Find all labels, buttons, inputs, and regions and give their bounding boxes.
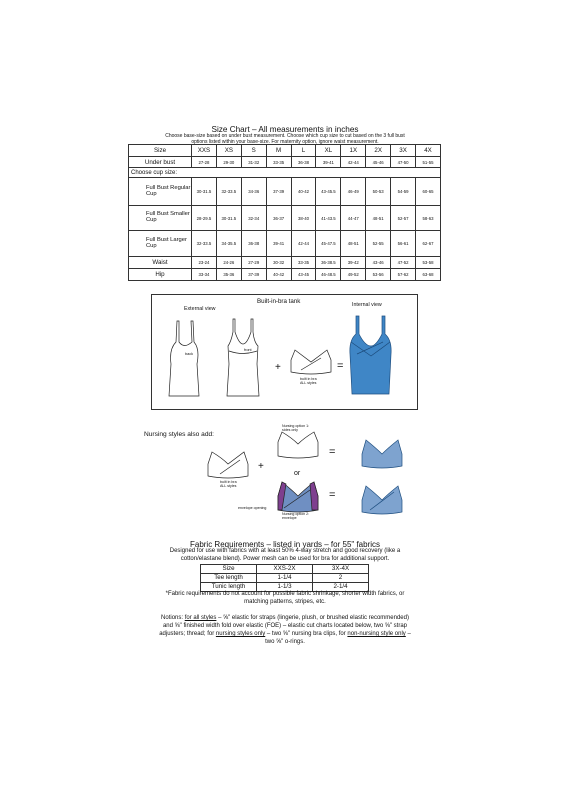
notions-line-2: and ⅝" finished width fold over elastic (FOE) – elastic cut charts located below, two ⅝" strap (162, 623, 408, 629)
table-cell: 42-44 (341, 157, 366, 168)
built-in-bra-drawing (291, 350, 331, 374)
table-cell: 53-56 (366, 269, 391, 281)
size-chart-table (128, 144, 441, 281)
built-in-bra-label-line: built in bra (300, 377, 317, 381)
size-header-cell: 2X (366, 145, 391, 157)
table-cell: 30-32 (266, 257, 291, 269)
fabric-footnote (0, 590, 570, 606)
equals-sign-3: = (329, 489, 336, 501)
table-cell: 57-62 (391, 269, 416, 281)
table-cell: 52-55 (366, 231, 391, 257)
table-cell: 44-47 (341, 206, 366, 231)
size-chart-title: Size Chart – All measurements in inches (211, 125, 359, 134)
cup-label-larger: Full Bust Larger Cup (129, 231, 192, 257)
table-cell: 62-67 (416, 231, 441, 257)
notions-text: – (405, 631, 411, 637)
table-cell: 43-46 (366, 257, 391, 269)
underbust-row (129, 157, 441, 168)
table-cell: Tee length (201, 574, 257, 583)
built-in-bra-label-2 (220, 480, 237, 488)
or-label: or (294, 470, 301, 477)
table-cell: 36-38 (241, 231, 266, 257)
table-cell: 63-68 (416, 269, 441, 281)
front-label: front (244, 348, 252, 352)
size-header-cell: 3X (391, 145, 416, 157)
hip-label: Hip (129, 269, 192, 281)
table-cell: 2 (313, 574, 369, 583)
cup-label-smaller: Full Bust Smaller Cup (129, 206, 192, 231)
notions-underlined-text: non-nursing style only (347, 631, 406, 637)
table-cell: 24-26 (216, 257, 241, 269)
front-tank-drawing (227, 319, 259, 396)
fabric-table (200, 564, 369, 592)
nursing-option-2-label (282, 512, 309, 520)
nursing-option-2-label-line: Nursing option 2: (282, 512, 310, 516)
table-cell: 36-38 (291, 157, 316, 168)
built-in-bra-label-1 (300, 377, 317, 385)
waist-label: Waist (129, 257, 192, 269)
table-cell: 39-41 (266, 231, 291, 257)
fabric-footnote-line: *Fabric requirements do not account for possible fabric shrinkage, shorter width fabrics, or (165, 591, 405, 597)
table-cell: 33-35 (291, 257, 316, 269)
notions-underlined-text: nursing styles only (215, 631, 266, 637)
table-cell: 1-1/3 (257, 583, 313, 592)
table-cell: 50-53 (366, 178, 391, 206)
external-view-label: External view (184, 306, 216, 312)
table-cell: 40-42 (291, 178, 316, 206)
table-cell: 34-36 (241, 178, 266, 206)
fabric-header-cell: Size (201, 565, 257, 574)
notions-text: adjusters; thread; for (159, 631, 216, 637)
fabric-header-row (201, 565, 369, 574)
table-cell: 49-52 (341, 269, 366, 281)
table-cell: Tunic length (201, 583, 257, 592)
table-cell: 23-24 (192, 257, 217, 269)
table-cell: 51-55 (416, 157, 441, 168)
equals-sign-2: = (329, 446, 336, 458)
table-cell: 39-42 (341, 257, 366, 269)
size-chart-subtitle-2: options listed within your base-size. For maternity option, ignore waist measurement. (191, 139, 379, 145)
table-cell: 43-45 (291, 269, 316, 281)
table-cell: 46-49 (341, 178, 366, 206)
waist-row (129, 257, 441, 269)
table-cell: 41-43.5 (316, 206, 341, 231)
table-cell: 39-41 (316, 157, 341, 168)
table-cell: 45-47.5 (316, 231, 341, 257)
fabric-header-cell: 3X-4X (313, 565, 369, 574)
table-cell: 32-34 (241, 206, 266, 231)
table-cell: 45-46 (366, 157, 391, 168)
size-header-cell: 4X (416, 145, 441, 157)
nursing-option-2-drawing (278, 482, 318, 512)
table-cell: 56-61 (391, 231, 416, 257)
fabric-header-cell: XXS-2X (257, 565, 313, 574)
size-header-row (129, 145, 441, 157)
equals-sign-1: = (337, 360, 344, 372)
table-cell: 34-35.5 (216, 231, 241, 257)
underbust-label: Under bust (129, 157, 192, 168)
size-header-cell: XXS (192, 145, 217, 157)
table-cell: 47-52 (391, 257, 416, 269)
table-cell: 54-59 (391, 178, 416, 206)
table-cell: 37-39 (241, 269, 266, 281)
choose-cup-row (129, 168, 441, 178)
table-cell: 32-33.5 (192, 231, 217, 257)
table-cell: 2-1/4 (313, 583, 369, 592)
internal-tank-drawing (350, 316, 391, 394)
table-cell: 52-57 (391, 206, 416, 231)
table-cell: 1-1/4 (257, 574, 313, 583)
result-bra-1-drawing (362, 440, 402, 468)
nursing-option-2-label-line: envelope (282, 516, 297, 521)
table-cell: 36-37 (266, 206, 291, 231)
table-cell: 37-39 (266, 178, 291, 206)
built-in-bra-label-line: ALL styles (300, 381, 317, 386)
size-chart-subtitle-1: Choose base-size based on under bust measurement. Choose which cup size to cut based on the 3 full bust (165, 133, 405, 139)
size-header-cell: L (291, 145, 316, 157)
nursing-option-1-drawing (278, 432, 318, 458)
size-header-cell: 1X (341, 145, 366, 157)
table-cell: 31-32 (241, 157, 266, 168)
table-cell: 33-35 (266, 157, 291, 168)
table-cell: 27-29 (241, 257, 266, 269)
cup-label-regular: Full Bust Regular Cup (129, 178, 192, 206)
plus-sign-1: + (275, 362, 281, 373)
fabric-intro-line: cotton/elastane blend). Power mesh can be used for bra for additional support. (180, 555, 390, 562)
notions-line-1 (0, 614, 570, 622)
table-cell: 40-42 (266, 269, 291, 281)
size-corner-label: Size (129, 145, 192, 157)
table-cell: 30-31.5 (216, 206, 241, 231)
hip-row (129, 269, 441, 281)
notions-text: Notions: (161, 615, 185, 621)
table-cell: 60-65 (416, 178, 441, 206)
nursing-heading: Nursing styles also add: (144, 431, 215, 438)
cup-row-regular (129, 178, 441, 206)
notions-underlined-text: for all styles (184, 615, 217, 621)
internal-view-label: Internal view (352, 302, 382, 308)
cup-row-larger (129, 231, 441, 257)
size-header-cell: XS (216, 145, 241, 157)
table-cell: 47-50 (391, 157, 416, 168)
nursing-option-1-label (282, 424, 309, 432)
nursing-option-1-label-line: Nursing option 1: (282, 424, 310, 428)
notions-line-3 (0, 630, 570, 638)
fabric-title: Fabric Requirements – listed in yards – for 55" fabrics (189, 540, 381, 549)
notions-text: – two ⅝" nursing bra clips, for (265, 631, 348, 637)
table-cell: 27-28 (192, 157, 217, 168)
plus-sign-2: + (258, 461, 264, 472)
built-in-bra-label-line: ALL styles (220, 484, 237, 489)
result-bra-2-drawing (362, 486, 402, 514)
envelope-opening-label: envelope opening (238, 506, 267, 510)
table-cell: 48-51 (366, 206, 391, 231)
built-in-bra-label-line: built in bra (220, 480, 237, 484)
back-tank-drawing (169, 321, 199, 396)
tank-heading: Built-in-bra tank (257, 298, 301, 305)
fabric-intro-line: Designed for use with fabrics with at least 50% 4-way stretch and good recovery (like a (169, 548, 401, 554)
table-cell: 30-31.5 (192, 178, 217, 206)
nursing-option-1-label-line: sides only (282, 428, 298, 433)
table-cell: 48-51 (341, 231, 366, 257)
size-header-cell: M (266, 145, 291, 157)
table-cell: 33-34 (192, 269, 217, 281)
table-cell: 58-63 (416, 206, 441, 231)
table-row (201, 574, 369, 583)
nursing-built-in-bra-drawing (208, 452, 248, 478)
cup-row-smaller (129, 206, 441, 231)
notions-text: – ⅝" elastic for straps (lingerie, plush, or brushed elastic recommended) (216, 615, 409, 621)
fabric-footnote-line: matching patterns, stripes, etc. (244, 599, 326, 605)
choose-cup-label: Choose cup size: (129, 168, 441, 178)
table-cell: 53-58 (416, 257, 441, 269)
table-cell: 46-48.5 (316, 269, 341, 281)
table-cell: 35-36 (216, 269, 241, 281)
size-header-cell: S (241, 145, 266, 157)
table-cell: 28-29.5 (192, 206, 217, 231)
size-header-cell: XL (316, 145, 341, 157)
notions-paragraph (0, 614, 570, 646)
back-label: back (185, 352, 194, 356)
table-cell: 38-40 (291, 206, 316, 231)
table-cell: 42-44 (291, 231, 316, 257)
table-cell: 32-33.5 (216, 178, 241, 206)
table-cell: 36-38.5 (316, 257, 341, 269)
notions-line-4: two ⅝" o-rings. (265, 639, 305, 645)
fabric-intro (0, 548, 570, 563)
table-cell: 29-30 (216, 157, 241, 168)
table-cell: 43-45.5 (316, 178, 341, 206)
